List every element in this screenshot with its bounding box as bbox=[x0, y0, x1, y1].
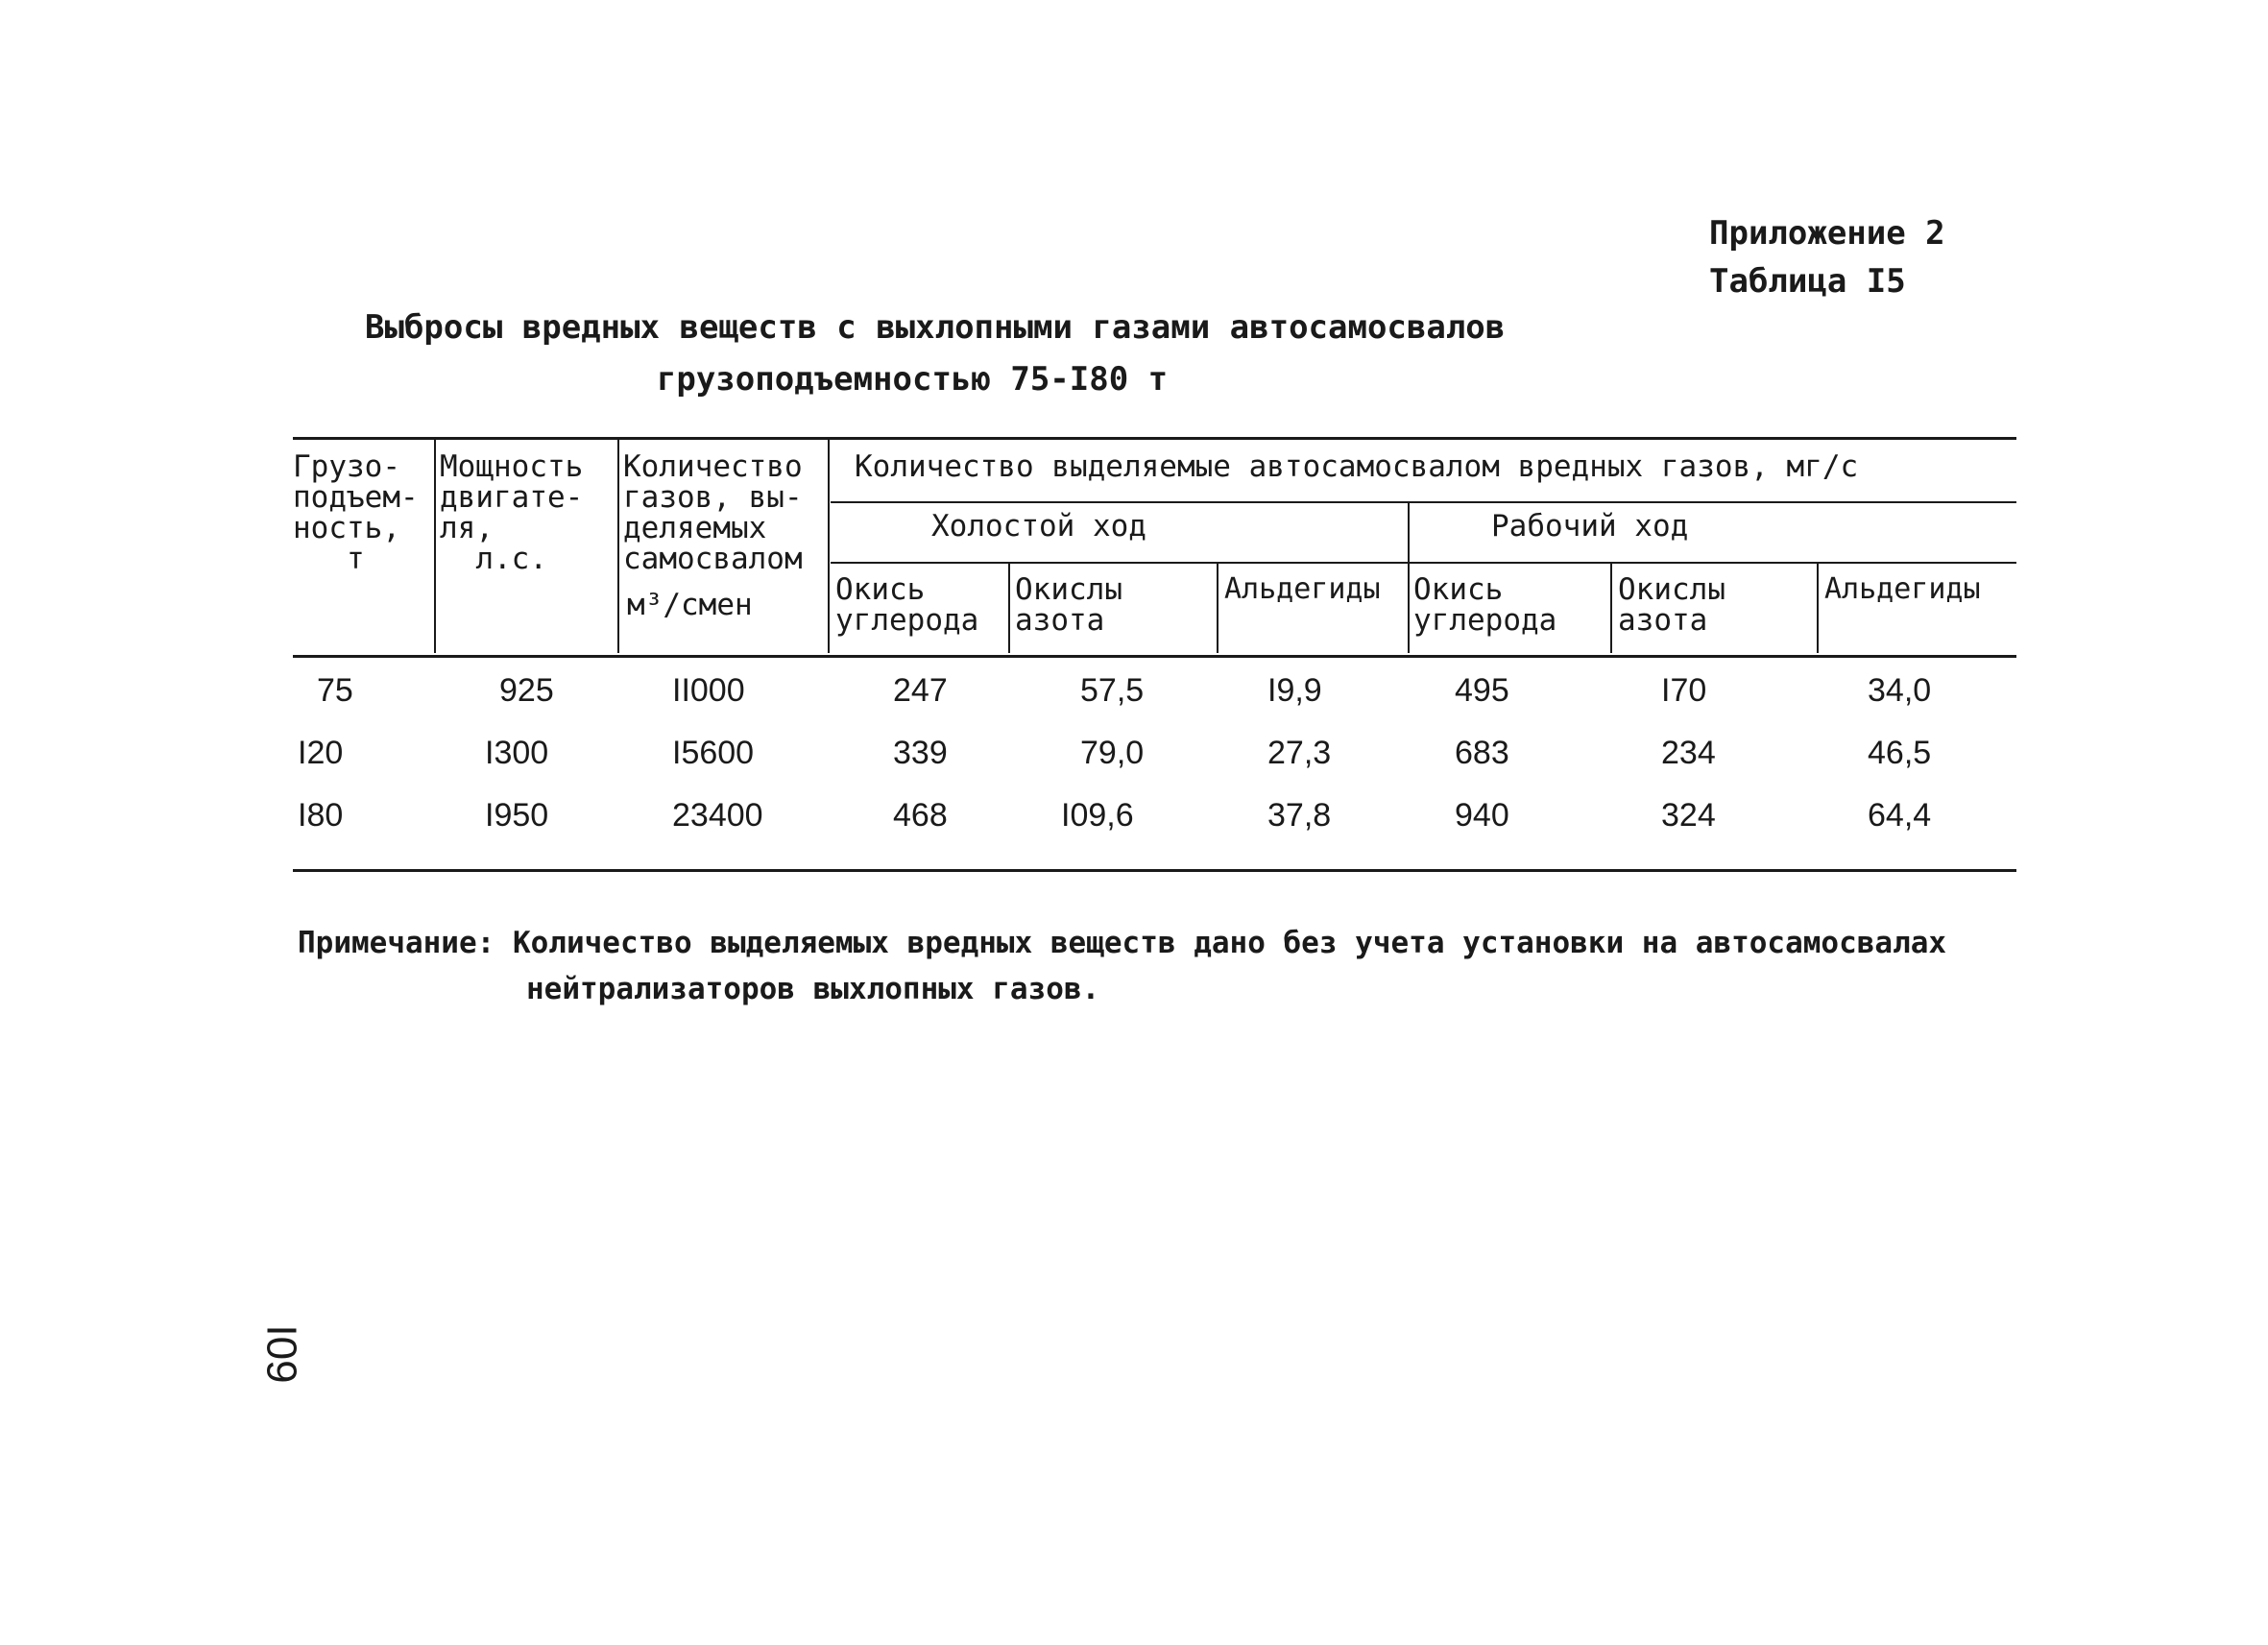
note-label: Примечание: bbox=[298, 926, 495, 960]
cell-power: 925 bbox=[499, 672, 554, 709]
cell-gas-volume: II000 bbox=[672, 672, 745, 709]
header-work-nox: Окислы азота bbox=[1618, 572, 1725, 638]
document-refs bbox=[1709, 209, 2268, 305]
col-divider bbox=[1008, 564, 1010, 653]
table-title bbox=[365, 302, 1506, 405]
table-top-rule bbox=[293, 437, 2016, 440]
col-divider bbox=[617, 440, 619, 653]
table-number: Таблица I5 bbox=[1709, 262, 1906, 301]
cell-capacity: I80 bbox=[298, 797, 344, 834]
table-row bbox=[0, 797, 2268, 839]
title-line-1: Выбросы вредных веществ с выхлопными газами автосамосвалов bbox=[365, 308, 1506, 347]
note-line-2: нейтрализаторов выхлопных газов. bbox=[526, 972, 1100, 1006]
cell-gas-volume: 23400 bbox=[672, 797, 763, 834]
cell-idle-aldehydes: 37,8 bbox=[1267, 797, 1332, 834]
cell-idle-nox: I09,6 bbox=[1061, 797, 1134, 834]
table-note bbox=[298, 920, 1946, 1012]
header-work-co: Окись углерода bbox=[1413, 572, 1557, 638]
cell-capacity: 75 bbox=[317, 672, 353, 709]
header-gas-volume-unit: м³/смен bbox=[627, 588, 753, 622]
cell-work-aldehydes: 64,4 bbox=[1868, 797, 1932, 834]
header-gas-volume: Количество газов, вы- деляемых самосвалом bbox=[623, 449, 803, 576]
header-bottom-rule bbox=[293, 655, 2016, 658]
header-idle-co: Окись углерода bbox=[835, 572, 979, 638]
cell-idle-nox: 57,5 bbox=[1080, 672, 1145, 709]
header-emissions-group: Количество выделяемые автосамосвалом вредных газов, мг/с bbox=[855, 449, 1859, 484]
cell-idle-co: 339 bbox=[893, 735, 948, 771]
cell-idle-aldehydes: I9,9 bbox=[1267, 672, 1322, 709]
table-row bbox=[0, 735, 2268, 777]
col-divider bbox=[1217, 564, 1218, 653]
col-divider bbox=[1408, 503, 1410, 653]
cell-idle-nox: 79,0 bbox=[1080, 735, 1145, 771]
col-divider bbox=[1817, 564, 1819, 653]
cell-work-aldehydes: 46,5 bbox=[1868, 735, 1932, 771]
header-work-aldehydes: Альдегиды bbox=[1824, 572, 1981, 606]
cell-work-nox: I70 bbox=[1661, 672, 1707, 709]
title-line-2: грузоподъемностью 75-I80 т bbox=[656, 360, 1169, 399]
cell-idle-co: 247 bbox=[893, 672, 948, 709]
header-working: Рабочий ход bbox=[1491, 509, 1689, 544]
table-bottom-rule bbox=[293, 869, 2016, 872]
cell-work-nox: 324 bbox=[1661, 797, 1716, 834]
header-capacity: Грузо- подъем- ность, т bbox=[293, 449, 419, 576]
cell-power: I300 bbox=[485, 735, 549, 771]
table-row bbox=[0, 672, 2268, 714]
page-number: I09 bbox=[257, 1324, 305, 1384]
cell-work-co: 495 bbox=[1455, 672, 1509, 709]
col-divider bbox=[434, 440, 436, 653]
cell-idle-co: 468 bbox=[893, 797, 948, 834]
note-text-1: Количество выделяемых вредных веществ дано без учета установки на автосамосвалах bbox=[512, 926, 1947, 960]
cell-capacity: I20 bbox=[298, 735, 344, 771]
col-divider bbox=[1610, 564, 1612, 653]
header-idle-nox: Окислы азота bbox=[1015, 572, 1122, 638]
cell-work-co: 940 bbox=[1455, 797, 1509, 834]
cell-idle-aldehydes: 27,3 bbox=[1267, 735, 1332, 771]
col-divider bbox=[828, 440, 830, 653]
header-idle-aldehydes: Альдегиды bbox=[1224, 572, 1381, 606]
cell-gas-volume: I5600 bbox=[672, 735, 755, 771]
cell-work-aldehydes: 34,0 bbox=[1868, 672, 1932, 709]
header-idle: Холостой ход bbox=[931, 509, 1146, 544]
appendix-ref: Приложение 2 bbox=[1709, 214, 1945, 253]
note-line-1 bbox=[298, 920, 1946, 966]
header-engine-power: Мощность двигате- ля, л.с. bbox=[440, 449, 584, 576]
group-rule bbox=[831, 501, 2016, 503]
cell-work-co: 683 bbox=[1455, 735, 1509, 771]
cell-power: I950 bbox=[485, 797, 549, 834]
cell-work-nox: 234 bbox=[1661, 735, 1716, 771]
